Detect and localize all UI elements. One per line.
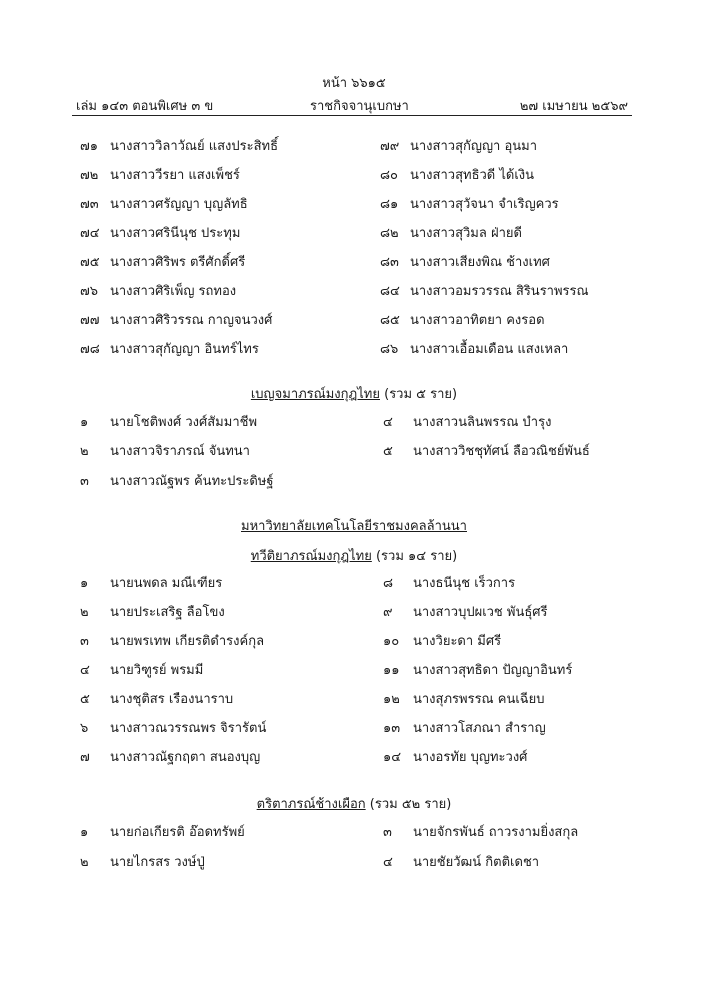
- list-item: [383, 748, 527, 768]
- recipient-count: (รวม ๕ ราย): [384, 387, 458, 402]
- person-name: นางสาวศรินีนุช ประทุม: [110, 226, 241, 241]
- decoration-class-title: เบญจมาภรณ์มงกุฎไทย: [250, 387, 380, 402]
- list-item: [80, 413, 257, 433]
- person-name: นายไกรสร วงษ์ปู่: [110, 855, 205, 870]
- list-item: [383, 719, 546, 739]
- item-number: ๘๑: [380, 197, 399, 212]
- list-item: [380, 137, 537, 157]
- item-number: ๑: [80, 576, 89, 591]
- page-number: หน้า ๖๖๑๕: [322, 76, 386, 91]
- item-number: ๕: [383, 444, 393, 459]
- item-number: ๗๓: [80, 197, 99, 212]
- item-number: ๑๓: [383, 721, 401, 736]
- person-name: นายนพดล มณีเฑียร: [110, 576, 223, 591]
- item-number: ๑: [80, 415, 89, 430]
- item-number: ๗๒: [80, 168, 99, 183]
- person-name: นางสาวณัฐกฤตา สนองบุญ: [110, 750, 261, 765]
- person-name: นางสาวศิริพร ตรีศักดิ์ศรี: [110, 255, 246, 270]
- publication-date: ๒๗ เมษายน ๒๕๖๙: [519, 99, 628, 114]
- list-item: [383, 442, 590, 462]
- item-number: ๖: [80, 721, 89, 736]
- item-number: ๘๓: [380, 255, 399, 270]
- item-number: ๗๖: [80, 284, 99, 299]
- list-item: [80, 340, 259, 360]
- list-item: [383, 632, 501, 652]
- person-name: นางสาวณัฐพร ค้นทะประดิษฐ์: [110, 474, 274, 489]
- list-item: [380, 166, 534, 186]
- person-name: นางสาวศิริเพ็ญ รถทอง: [110, 284, 237, 299]
- item-number: ๘๔: [380, 284, 400, 299]
- item-number: ๘๕: [380, 313, 400, 328]
- list-item: [80, 253, 245, 273]
- item-number: ๗๕: [80, 255, 100, 270]
- list-item: [80, 632, 264, 652]
- institution-name: มหาวิทยาลัยเทคโนโลยีราชมงคลล้านนา: [241, 519, 467, 534]
- list-item: [80, 574, 222, 594]
- person-name: นายประเสริฐ ลือโขง: [110, 605, 225, 620]
- item-number: ๔: [383, 415, 393, 430]
- item-number: ๗๘: [80, 342, 100, 357]
- recipient-count: (รวม ๑๔ ราย): [375, 549, 458, 564]
- list-item: [80, 442, 250, 462]
- volume-info: เล่ม ๑๔๓ ตอนพิเศษ ๓ ข: [76, 99, 214, 114]
- decoration-class-title: ทวีติยาภรณ์มงกุฎไทย: [250, 549, 372, 564]
- list-item: [380, 340, 568, 360]
- item-number: ๔: [80, 663, 90, 678]
- item-number: ๑: [80, 825, 89, 840]
- list-item: [80, 195, 248, 215]
- list-item: [383, 603, 548, 623]
- person-name: นางสาวสุวิมล ฝ่ายดี: [410, 226, 522, 241]
- person-name: นางสาวเอื้อมเดือน แสงเหลา: [410, 342, 569, 357]
- list-item: [80, 224, 240, 244]
- list-item: [80, 719, 266, 739]
- list-item: [383, 853, 539, 873]
- list-item: [380, 311, 545, 331]
- person-name: นางสาวสุทธิดา ปัญญาอินทร์: [413, 663, 573, 678]
- person-name: นางอรทัย บุญทะวงศ์: [413, 750, 528, 765]
- item-number: ๔: [383, 855, 393, 870]
- item-number: ๘๖: [380, 342, 399, 357]
- list-item: [80, 282, 236, 302]
- item-number: ๑๒: [383, 692, 400, 707]
- person-name: นายโชติพงศ์ วงศ์สัมมาชีพ: [110, 415, 258, 430]
- list-item: [80, 603, 225, 623]
- item-number: ๘๒: [380, 226, 399, 241]
- list-item: [80, 472, 274, 492]
- list-item: [383, 661, 572, 681]
- list-item: [80, 853, 205, 873]
- person-name: นางสาวนลินพรรณ บำรุง: [413, 415, 552, 430]
- item-number: ๓: [383, 825, 392, 840]
- item-number: ๗: [80, 750, 90, 765]
- person-name: นางสาววิชชุทัศน์ ลือวณิชย์พันธ์: [413, 444, 590, 459]
- person-name: นางสาวโสภณา สำราญ: [413, 721, 546, 736]
- item-number: ๒: [80, 444, 89, 459]
- item-number: ๘๐: [380, 168, 398, 183]
- institution-heading: [0, 515, 708, 536]
- person-name: นางชุติสร เรืองนาราบ: [110, 692, 234, 707]
- person-name: นายชัยวัฒน์ กิตติเดชา: [413, 855, 540, 870]
- list-item: [380, 282, 589, 302]
- person-name: นางสาวอมรวรรณ สิรินราพรรณ: [410, 284, 589, 299]
- person-name: นางธนีนุช เร็วการ: [413, 576, 516, 591]
- gazette-title: ราชกิจจานุเบกษา: [310, 99, 409, 114]
- person-name: นางสาวบุปผเวช พันธุ์ศรี: [413, 605, 548, 620]
- person-name: นายพรเทพ เกียรติดำรงค์กุล: [110, 634, 265, 649]
- list-item: [80, 748, 260, 768]
- person-name: นางสาวศรัญญา บุญลัทธิ: [110, 197, 248, 212]
- person-name: นายก่อเกียรติ อ๊อดทรัพย์: [110, 825, 245, 840]
- person-name: นางสาววีรยา แสงเพ็ชร์: [110, 168, 240, 183]
- item-number: ๓: [80, 474, 89, 489]
- list-item: [383, 823, 578, 843]
- item-number: ๘: [383, 576, 394, 591]
- person-name: นางสาวสุทธิวดี ได้เงิน: [410, 168, 535, 183]
- section-heading: [0, 383, 708, 404]
- person-name: นางสาวจิราภรณ์ จันทนา: [110, 444, 250, 459]
- list-item: [80, 661, 203, 681]
- item-number: ๗๑: [80, 139, 99, 154]
- list-item: [80, 311, 272, 331]
- item-number: ๓: [80, 634, 89, 649]
- item-number: ๗๙: [380, 139, 400, 154]
- list-item: [80, 137, 278, 157]
- list-item: [383, 413, 551, 433]
- item-number: ๗๗: [80, 313, 100, 328]
- person-name: นางวิยะดา มีศรี: [413, 634, 502, 649]
- person-name: นางสาวสุกัญญา อุนมา: [410, 139, 538, 154]
- list-item: [80, 823, 245, 843]
- person-name: นายจักรพันธ์ ถาวรงามยิ่งสกุล: [413, 825, 579, 840]
- item-number: ๑๐: [383, 634, 400, 649]
- person-name: นางสาวณวรรณพร จิรารัตน์: [110, 721, 267, 736]
- person-name: นางสาวสุกัญญา อินทร์ไทร: [110, 342, 259, 357]
- person-name: นายวิฑูรย์ พรมมี: [110, 663, 204, 678]
- gazette-header: [72, 95, 632, 116]
- person-name: นางสาวศิริวรรณ กาญจนวงศ์: [110, 313, 273, 328]
- person-name: นางสาววิลาวัณย์ แสงประสิทธิ์: [110, 139, 279, 154]
- item-number: ๑๑: [383, 663, 400, 678]
- item-number: ๒: [80, 855, 89, 870]
- list-item: [80, 690, 233, 710]
- section-heading: [0, 793, 708, 814]
- list-item: [383, 690, 545, 710]
- item-number: ๗๔: [80, 226, 100, 241]
- person-name: นางสุภรพรรณ คนเฉียบ: [413, 692, 545, 707]
- person-name: นางสาวอาทิตยา คงรอด: [410, 313, 545, 328]
- list-item: [380, 195, 559, 215]
- item-number: ๒: [80, 605, 89, 620]
- item-number: ๕: [80, 692, 90, 707]
- person-name: นางสาวสุวัจนา จำเริญควร: [410, 197, 559, 212]
- person-name: นางสาวเสียงพิณ ช้างเทศ: [410, 255, 550, 270]
- decoration-class-title: ตริตาภรณ์ช้างเผือก: [256, 797, 366, 812]
- item-number: ๑๔: [383, 750, 402, 765]
- section-heading: [0, 545, 708, 566]
- recipient-count: (รวม ๕๒ ราย): [369, 797, 452, 812]
- list-item: [380, 224, 522, 244]
- list-item: [383, 574, 515, 594]
- list-item: [380, 253, 550, 273]
- item-number: ๙: [383, 605, 393, 620]
- list-item: [80, 166, 240, 186]
